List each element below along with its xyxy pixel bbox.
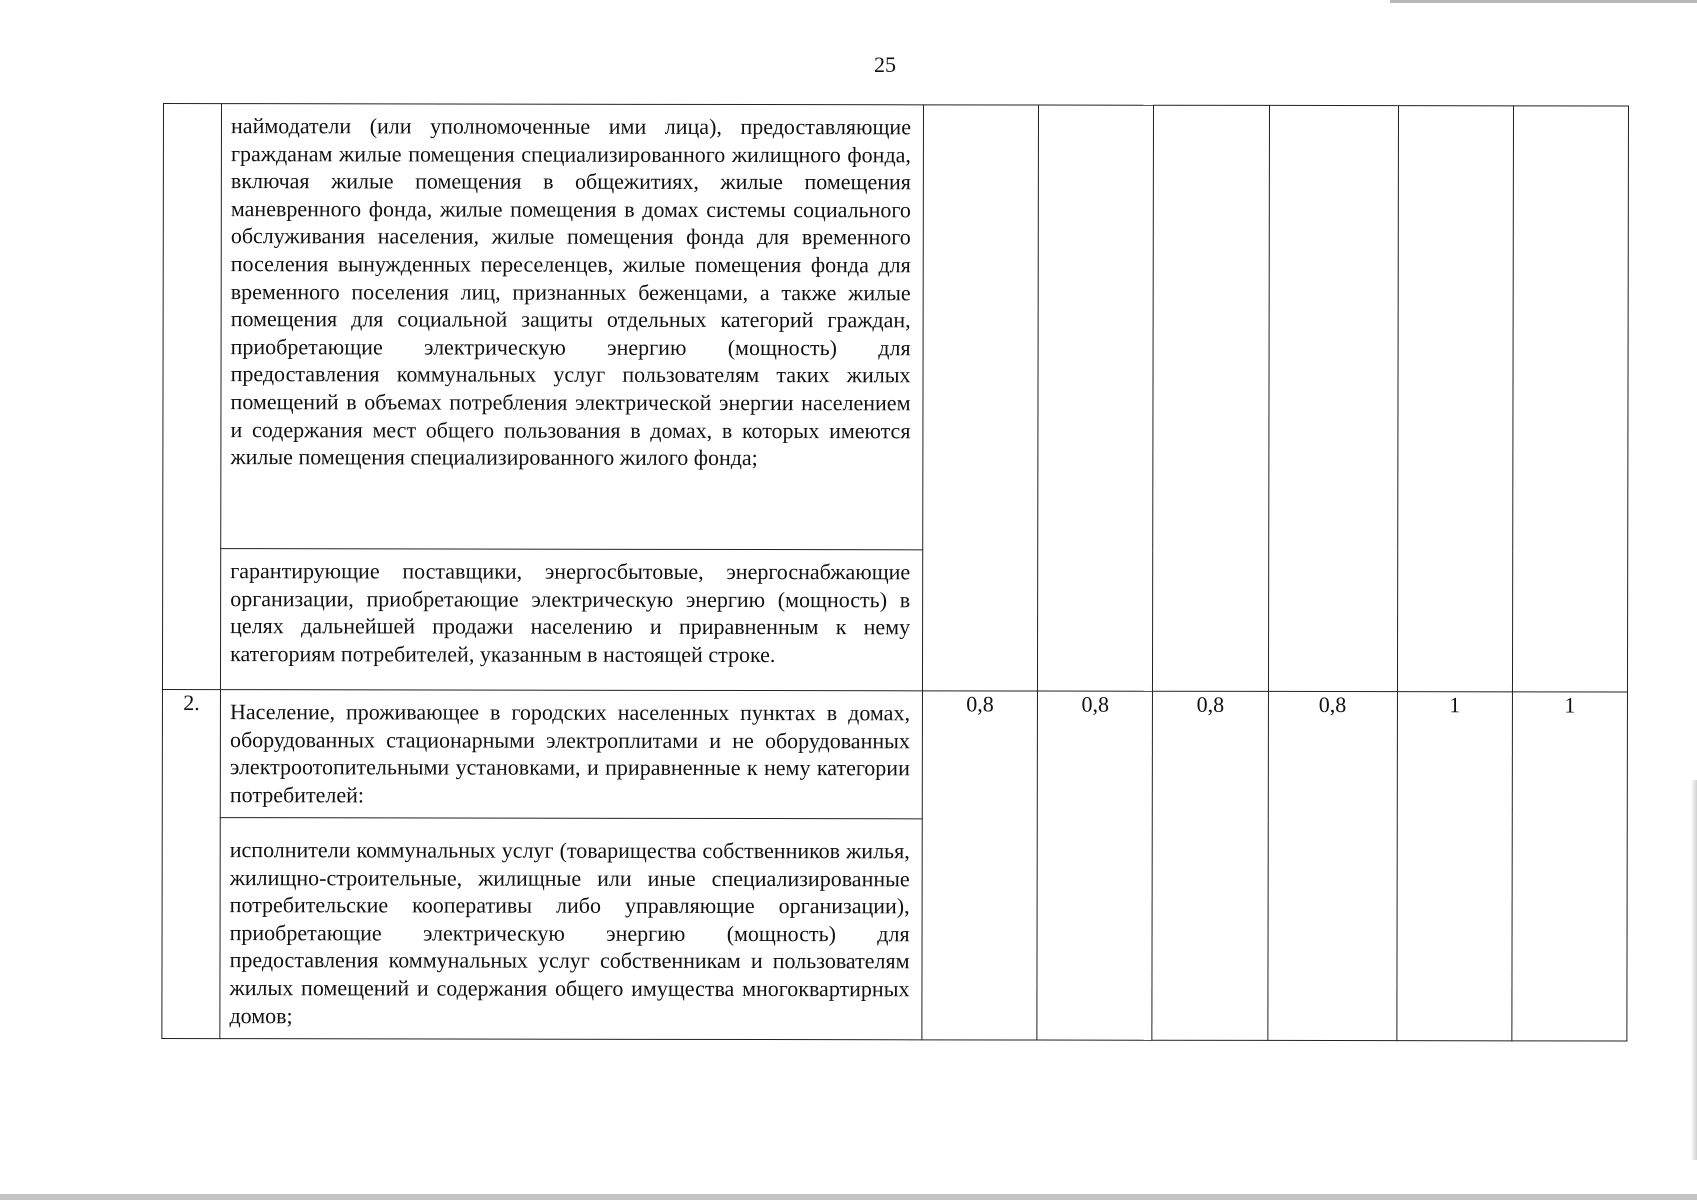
- coefficient-cell: 1: [1397, 692, 1513, 1041]
- page-number: 25: [874, 52, 896, 77]
- coefficient-cell: [1512, 106, 1628, 692]
- coefficient-cell: [1038, 105, 1154, 691]
- category-text-cell: [221, 549, 923, 691]
- coefficient-cell: [1268, 105, 1398, 691]
- coefficient-cell: 0,8: [1152, 691, 1268, 1040]
- coefficient-cell: 0,8: [922, 691, 1038, 1040]
- category-paragraph: исполнители коммунальных услуг (товарищества собственников жилья, жилищно-строительные, жилищные или иные специализированные потребительские кооперативы либо управляющие организации), приобретающие электрическую энергию (мощность) для предоставления коммунальных услуг собственникам и пользователям жилых помещений и содержания общего имущества многоквартирных домов;: [229, 837, 910, 1028]
- row-number-cell: 2.: [162, 690, 221, 1039]
- coefficient-cell: [1153, 105, 1269, 691]
- coefficient-cell: [1397, 106, 1513, 692]
- scan-artifact-bottom: [0, 1194, 1697, 1200]
- row-number-cell: [162, 104, 221, 690]
- coefficient-cell: [923, 105, 1039, 691]
- category-paragraph: гарантирующие поставщики, энергосбытовые, энергоснабжающие организации, приобретающие электрическую энергию (мощность) в целях дальнейшей продажи населению и приравненным к нему категориям потребителей, указанным в настоящей строке.: [230, 558, 911, 667]
- scan-artifact-right: [1691, 780, 1697, 1160]
- category-paragraph: Население, проживающее в городских населенных пунктах в домах, оборудованных стационарными электроплитами и не оборудованных электроотопительными установками, и приравненные к нему категории потребителей:: [229, 699, 910, 808]
- category-text-cell: [220, 690, 922, 819]
- tariff-table: [161, 103, 1629, 1042]
- category-text-cell: [220, 818, 922, 1040]
- scan-artifact-top: [1390, 0, 1697, 3]
- category-text-cell: [221, 104, 924, 550]
- coefficient-cell: 0,8: [1037, 691, 1153, 1040]
- coefficient-cell: 0,8: [1267, 691, 1397, 1040]
- category-paragraph: наймодатели (или уполномоченные ими лица), предоставляющие гражданам жилые помещения специализированного жилищного фонда, включая жилые помещения в общежитиях, жилые помещения маневренного фонда, жилые помещения в домах системы социального обслуживания населения, жилые помещения фонда для временного поселения вынужденных переселенцев, жилые помещения фонда для временного поселения лиц, признанных беженцами, а также жилые помещения для социальной защиты отдельных категорий граждан, приобретающие электрическую энергию (мощность) для предоставления коммунальных услуг пользователям таких жилых помещений в объемах потребления электрической энергии населением и содержания мест общего пользования в домах, в которых имеются жилые помещения специализированного жилого фонда;: [230, 113, 912, 471]
- table-row: [162, 690, 1627, 821]
- coefficient-cell: 1: [1512, 692, 1628, 1041]
- table-row: [163, 104, 1629, 552]
